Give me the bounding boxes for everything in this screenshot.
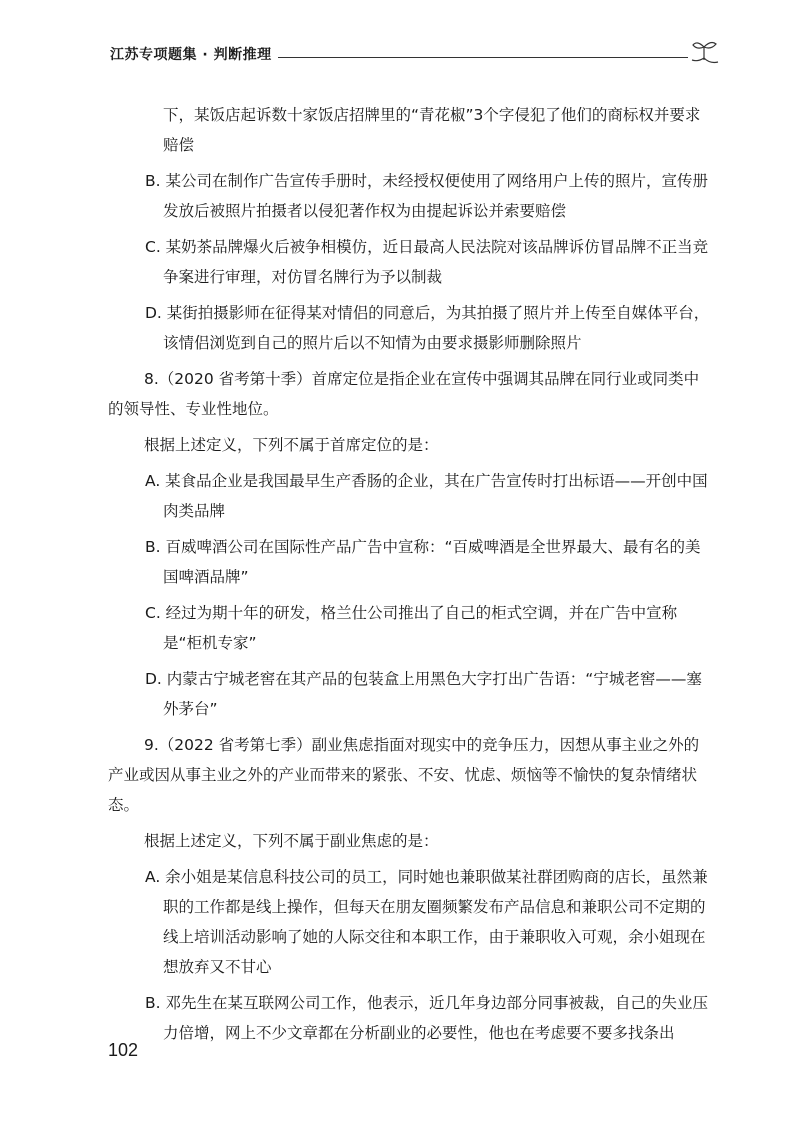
- q9-question: 9.（2022 省考第七季）副业焦虑指面对现实中的竞争压力，因想从事主业之外的产业或因从事主业之外的产业而带来的紧张、不安、忧虑、烦恼等不愉快的复杂情绪状态。: [108, 736, 700, 814]
- q9-stem: 根据上述定义，下列不属于副业焦虑的是：: [144, 832, 439, 850]
- q8-option-d: D. 内蒙古宁城老窖在其产品的包装盒上用黑色大字打出广告语：“宁城老窖——塞外茅台”: [145, 670, 702, 718]
- running-header: [110, 38, 720, 68]
- q7-option-c: C. 某奶茶品牌爆火后被争相模仿，近日最高人民法院对该品牌诉仿冒品牌不正当竞争案进行审理，对仿冒名牌行为予以制裁: [145, 238, 709, 286]
- header-rule: [278, 57, 688, 58]
- q7-option-a-tail: 下，某饭店起诉数十家饭店招牌里的“青花椒”3个字侵犯了他们的商标权并要求赔偿: [163, 106, 701, 154]
- q8-option-a: A. 某食品企业是我国最早生产香肠的企业，其在广告宣传时打出标语——开创中国肉类品牌: [145, 472, 708, 520]
- q8-stem: 根据上述定义，下列不属于首席定位的是：: [144, 436, 439, 454]
- q8-question: 8.（2020 省考第十季）首席定位是指企业在宣传中强调其品牌在同行业或同类中的领导性、专业性地位。: [108, 370, 700, 418]
- sprout-icon: [688, 38, 722, 68]
- q9-option-b: B. 邓先生在某互联网公司工作，他表示，近几年身边部分同事被裁，自己的失业压力倍增，网上不少文章都在分析副业的必要性，他也在考虑要不要多找条出: [145, 994, 708, 1042]
- q9-option-a: A. 余小姐是某信息科技公司的员工，同时她也兼职做某社群团购商的店长，虽然兼职的工作都是线上操作，但每天在朋友圈频繁发布产品信息和兼职公司不定期的线上培训活动影响了她的人际交往和本职工作，由于兼职收入可观，余小姐现在想放弃又不甘心: [145, 868, 708, 976]
- q8-option-c: C. 经过为期十年的研发，格兰仕公司推出了自己的柜式空调，并在广告中宣称是“柜机专家”: [145, 604, 678, 652]
- q7-option-b: B. 某公司在制作广告宣传手册时，未经授权便使用了网络用户上传的照片，宣传册发放后被照片拍摄者以侵犯著作权为由提起诉讼并索要赔偿: [145, 172, 708, 220]
- q7-option-d: D. 某街拍摄影师在征得某对情侣的同意后，为其拍摄了照片并上传至自媒体平台，该情侣浏览到自己的照片后以不知情为由要求摄影师删除照片: [145, 304, 710, 352]
- page-number: 102: [108, 1040, 139, 1060]
- header-title: 江苏专项题集 · 判断推理: [110, 47, 272, 63]
- q8-option-b: B. 百威啤酒公司在国际性产品广告中宣称：“百威啤酒是全世界最大、最有名的美国啤酒品牌”: [145, 538, 701, 586]
- page-content: [108, 100, 712, 1054]
